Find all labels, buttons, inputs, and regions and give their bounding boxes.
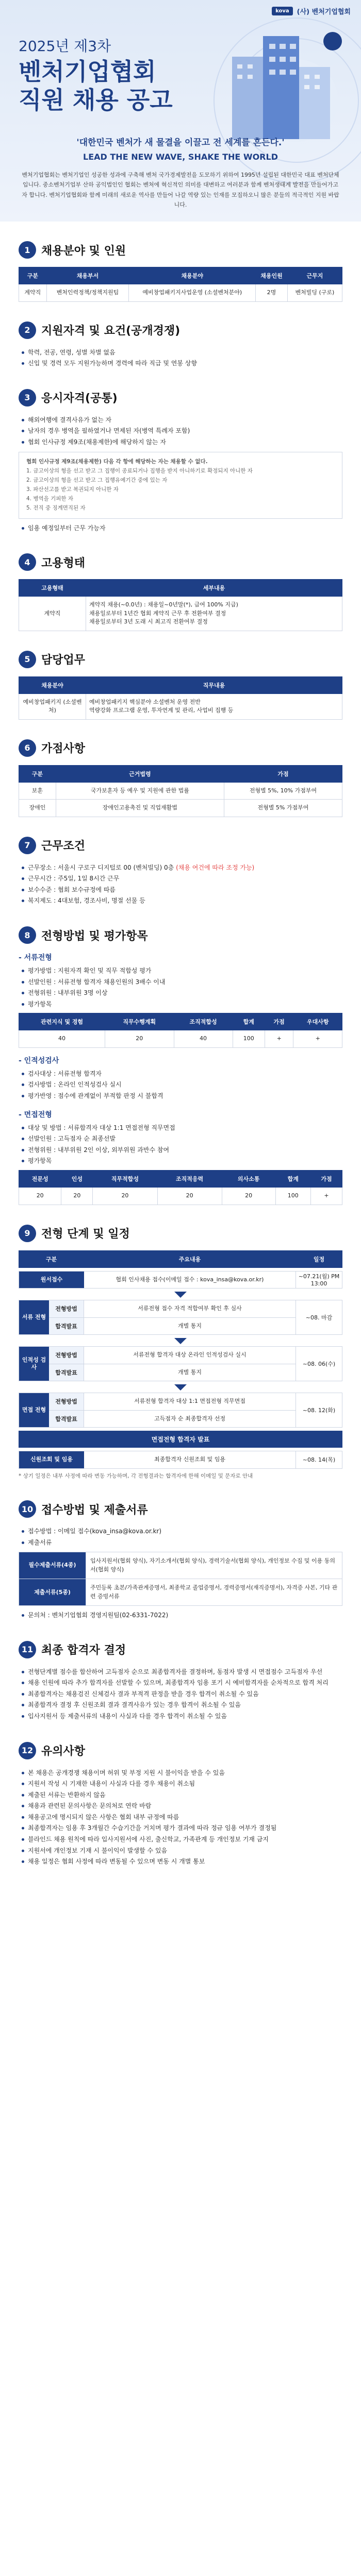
list-item: 채용공고에 명시되지 않은 사항은 협회 내부 규정에 따름 bbox=[22, 1812, 342, 1823]
list-item: 채용 인원에 따라 추가 합격자를 선발할 수 있으며, 최종합격자 임용 포기 시 예비합격자를 순차적으로 합격 처리 bbox=[22, 1677, 342, 1689]
detail-line: 역량강화 프로그램 운영, 투자연계 및 관리, 사업비 집행 등 bbox=[89, 707, 234, 714]
th: 구분 bbox=[19, 765, 56, 782]
th: 구분 bbox=[19, 267, 47, 284]
stage-step: 합격발표 bbox=[49, 1318, 84, 1335]
sub-heading: - 서류전형 bbox=[19, 954, 52, 962]
stage-date: ~07.21(월) PM 13:00 bbox=[296, 1272, 342, 1289]
cell bbox=[86, 597, 342, 631]
section-number: 1 bbox=[19, 241, 36, 259]
stage-body: 협회 인사채용 접수(이메일 접수 : kova_insa@kova.or.kr) bbox=[116, 1276, 264, 1283]
list-item: 검사대상 : 서류전형 합격자 bbox=[22, 1069, 342, 1080]
building-illustration-icon bbox=[211, 21, 351, 149]
stage-step: 전형방법 bbox=[49, 1347, 84, 1364]
section-title: 전형방법 및 평가항목 bbox=[41, 929, 148, 943]
stage-label: 서류 전형 bbox=[19, 1300, 49, 1334]
th: 가점 bbox=[310, 1171, 342, 1188]
list-item: 최종합격자 결정 후 신원조회 결과 결격사유가 있는 경우 합격이 취소될 수 있음 bbox=[22, 1700, 342, 1711]
list-item: 접수방법 : 이메일 접수(kova_insa@kova.or.kr) bbox=[22, 1526, 342, 1537]
detail-line: 예비창업패키지 핵심분야 소셜벤처 운영 전반 bbox=[89, 698, 201, 705]
cell: 보훈 bbox=[19, 782, 56, 800]
section-8 bbox=[0, 926, 361, 1205]
page-title bbox=[19, 58, 173, 114]
section-title: 접수방법 및 제출서류 bbox=[41, 1503, 148, 1517]
cell: 예비창업패키지 (소셜벤처) bbox=[19, 693, 86, 719]
list-item bbox=[22, 862, 342, 874]
th: 세부내용 bbox=[86, 580, 342, 597]
section-6 bbox=[0, 739, 361, 817]
stage-label: 신원조회 및 임용 bbox=[19, 1451, 84, 1468]
section-number: 3 bbox=[19, 389, 36, 406]
schedule-row bbox=[19, 1271, 342, 1289]
cell: 40 bbox=[174, 1030, 233, 1048]
section-number: 11 bbox=[19, 1641, 36, 1658]
list-item: 본 채용은 공개경쟁 채용이며 허위 및 부정 지원 시 불이익을 받을 수 있음 bbox=[22, 1768, 342, 1779]
stage-label: 면접 전형 bbox=[19, 1393, 49, 1427]
cell: 장애인고용촉진 및 직업재활법 bbox=[56, 800, 224, 817]
cell: 40 bbox=[19, 1030, 105, 1048]
cell: 전형별 5% 가점부여 bbox=[224, 800, 342, 817]
list-item: 선발인원 : 서류전형 합격자 채용인원의 3배수 이내 bbox=[22, 977, 342, 988]
logo-mark: kova bbox=[272, 7, 293, 15]
th: 채용분야 bbox=[19, 676, 86, 693]
recruit-table bbox=[19, 267, 342, 302]
cell: 예비창업패키지사업운영 (소셜벤처분야) bbox=[129, 284, 256, 302]
list-item: 입사지원서 등 제출서류의 내용이 사실과 다를 경우 합격이 취소될 수 있음 bbox=[22, 1711, 342, 1722]
list-item: 평가반영 : 점수에 관계없이 부적합 판정 시 불합격 bbox=[22, 1091, 342, 1102]
list-item: 채용과 관련된 문의사항은 문의처로 연락 바람 bbox=[22, 1801, 342, 1812]
list-item: 검사방법 : 온라인 인적성검사 실시 bbox=[22, 1079, 342, 1091]
cell: 20 bbox=[61, 1188, 93, 1205]
list-item: 제출된 서류는 반환하지 않음 bbox=[22, 1790, 342, 1801]
sub-heading: - 면접전형 bbox=[19, 1110, 52, 1119]
th: 일정 bbox=[296, 1250, 342, 1267]
list-item: 남자의 경우 병역을 필하였거나 면제된 자(병역 특례자 포함) bbox=[22, 426, 342, 437]
cell: 20 bbox=[105, 1030, 174, 1048]
list-item: 선발인원 : 고득점자 순 최종선발 bbox=[22, 1133, 342, 1145]
doc-key: 필수제출서류(4종) bbox=[19, 1552, 86, 1579]
note-line: 2. 금고이상의 형을 선고 받고 그 집행유예기간 중에 있는 자 bbox=[26, 477, 168, 484]
section-title: 담당업무 bbox=[41, 654, 86, 667]
list-item: 보수수준 : 협회 보수규정에 따름 bbox=[22, 885, 342, 896]
list-item: 최종합격자는 임용 후 3개월간 수습기간을 거치며 평가 결과에 따라 정규 임용 여부가 결정됨 bbox=[22, 1823, 342, 1834]
section-number: 9 bbox=[19, 1225, 36, 1242]
list-item: 근무시간 : 주5일, 1일 8시간 근무 bbox=[22, 873, 342, 885]
arrow-down-icon bbox=[174, 1384, 187, 1391]
note-box bbox=[19, 452, 342, 518]
table-row bbox=[19, 800, 342, 817]
cell: 계약직 bbox=[19, 284, 47, 302]
employment-table bbox=[19, 579, 342, 631]
th: 가점 bbox=[224, 765, 342, 782]
page-title-line1: 벤처기업협회 bbox=[19, 58, 156, 86]
cell: + bbox=[265, 1030, 293, 1048]
th: 직무적합성 bbox=[93, 1171, 157, 1188]
hero-year: 2025년 제3차 bbox=[19, 38, 111, 55]
list-item: 제출서류 bbox=[22, 1537, 342, 1549]
cell: 벤처인력정책/정책지원팀 bbox=[46, 284, 129, 302]
section-9 bbox=[0, 1225, 361, 1481]
stage-date: ~08. 14(목) bbox=[296, 1451, 342, 1468]
cell: 20 bbox=[19, 1188, 61, 1205]
arrow-down-icon bbox=[174, 1338, 187, 1344]
list-item: 전형단계별 점수를 합산하여 고득점자 순으로 최종합격자를 결정하며, 동점자 발생 시 면접점수 고득점자 우선 bbox=[22, 1667, 342, 1678]
page-title-line2: 직원 채용 공고 bbox=[19, 86, 173, 114]
section-12 bbox=[0, 1742, 361, 1868]
doc-score-table bbox=[19, 1013, 342, 1048]
th: 근거법령 bbox=[56, 765, 224, 782]
th: 직무수행계획 bbox=[105, 1013, 174, 1030]
list-item: 지원서 작성 시 기재한 내용이 사실과 다를 경우 채용이 취소됨 bbox=[22, 1778, 342, 1790]
list-item: 대상 및 방법 : 서류합격자 대상 1:1 면접전형 직무면접 bbox=[22, 1123, 342, 1134]
intro-text: 벤처기업협회는 벤처기업인 성공한 성과에 구축해 벤처 국가경제발전을 도모하기 위하여 1995년 설립된 대한민국 대표 벤처단체입니다. 중소벤처기업부 산하 공익법인인 협회는 벤처에 혁신적인 의미를 대변하고 여러분과 함께 벤처생태계 발전을 만들어가고자 합니다. 벤처기업협회와 함께 미래의 새로운 역사를 만들어 나갈 역량 있는 인재를 모집하오니 많은 분들의 적극적인 지원 바랍니다. bbox=[22, 172, 339, 208]
list-item: 복지제도 : 4대보험, 경조사비, 명절 선물 등 bbox=[22, 895, 342, 907]
schedule-row bbox=[19, 1451, 342, 1469]
stage-step: 합격발표 bbox=[49, 1364, 84, 1381]
th: 우대사항 bbox=[293, 1013, 342, 1030]
list-item: 채용 일정은 협회 사정에 따라 변동될 수 있으며 변동 시 개별 통보 bbox=[22, 1856, 342, 1868]
section-title: 지원자격 및 요건(공개경쟁) bbox=[41, 325, 180, 337]
stage-body: 서류전형 접수 자격 적합여부 확인 후 심사 bbox=[138, 1305, 242, 1312]
section-title: 채용분야 및 인원 bbox=[41, 244, 126, 258]
schedule-header bbox=[19, 1250, 342, 1268]
th: 합계 bbox=[275, 1171, 310, 1188]
th: 인성 bbox=[61, 1171, 93, 1188]
interview-score-table bbox=[19, 1170, 342, 1205]
cell: 계약직 bbox=[19, 597, 86, 631]
list-item: 문의처 : 벤처기업협회 경영지원팀(02-6331-7022) bbox=[22, 1610, 342, 1621]
section-11 bbox=[0, 1641, 361, 1722]
footer-spacer bbox=[0, 1868, 361, 1883]
list-item: 평가항목 bbox=[22, 1156, 342, 1167]
stage-date: ~08. 12(화) bbox=[296, 1393, 342, 1427]
stage-body: 개별 통지 bbox=[177, 1368, 202, 1376]
th: 의사소통 bbox=[222, 1171, 275, 1188]
section-title: 전형 단계 및 일정 bbox=[41, 1228, 130, 1241]
table-row bbox=[19, 284, 342, 302]
list-item: 해외여행에 결격사유가 없는 자 bbox=[22, 415, 342, 426]
doc-value: 주민등록 초본/가족관계증명서, 최종학교 졸업증명서, 경력증명서(재직증명서), 자격증 사본, 기타 관련 증빙서류 bbox=[86, 1579, 342, 1605]
duty-table bbox=[19, 676, 342, 720]
note-line: 5. 전직 중 징계면직된 자 bbox=[26, 504, 86, 511]
section-2 bbox=[0, 321, 361, 369]
list-item: 전형위원 : 내부위원 2인 이상, 외부위원 과반수 참여 bbox=[22, 1145, 342, 1156]
note-line: 4. 병역을 기피한 자 bbox=[26, 495, 74, 502]
section-title: 가점사항 bbox=[41, 742, 86, 756]
section-number: 12 bbox=[19, 1742, 36, 1759]
documents-table bbox=[19, 1552, 342, 1606]
section-3 bbox=[0, 389, 361, 534]
cell: + bbox=[293, 1030, 342, 1048]
section-title: 응시자격(공통) bbox=[41, 392, 118, 405]
section-number: 2 bbox=[19, 321, 36, 339]
sub-heading: - 인적성검사 bbox=[19, 1056, 59, 1065]
detail-line: 채용일로부터 3년 도래 시 최고직 전환여부 결정 bbox=[89, 618, 208, 625]
list-item: 학력, 전공, 연령, 성별 차별 없음 bbox=[22, 347, 342, 359]
announcement-banner: 면접전형 합격자 발표 bbox=[19, 1431, 342, 1448]
th: 채용분야 bbox=[129, 267, 256, 284]
cell: 20 bbox=[222, 1188, 275, 1205]
schedule-row bbox=[19, 1346, 342, 1381]
logo bbox=[272, 6, 351, 16]
stage-body: 서류전형 합격자 대상 1:1 면접전형 직무면접 bbox=[134, 1398, 245, 1405]
cell: + bbox=[310, 1188, 342, 1205]
list-item: 신입 및 경력 모두 지원가능하며 경력에 따라 직급 및 연봉 상향 bbox=[22, 358, 342, 369]
th: 합계 bbox=[233, 1013, 265, 1030]
arrow-down-icon bbox=[174, 1292, 187, 1298]
stage-date: ~08. 06(수) bbox=[296, 1347, 342, 1381]
stage-label: 원서접수 bbox=[19, 1272, 84, 1289]
detail-line: 계약직 채용(~0.0년) : 채용일~0년말(*), 급여 100% 지급) bbox=[89, 601, 238, 608]
stage-date: ~08. 마감 bbox=[296, 1300, 342, 1334]
section-number: 4 bbox=[19, 553, 36, 571]
th: 직무내용 bbox=[86, 676, 342, 693]
list-item: 평가항목 bbox=[22, 999, 342, 1010]
cell: 벤처빌딩 (구로) bbox=[287, 284, 342, 302]
bonus-table bbox=[19, 765, 342, 817]
th: 조직적응력 bbox=[157, 1171, 222, 1188]
list-item: 평가방법 : 지원자격 확인 및 직무 적합성 평가 bbox=[22, 965, 342, 977]
th: 고용형태 bbox=[19, 580, 86, 597]
table-row bbox=[19, 782, 342, 800]
schedule-note: * 상기 일정은 내부 사정에 따라 변동 가능하며, 각 전형결과는 합격자에 한해 이메일 및 문자로 안내 bbox=[19, 1472, 253, 1479]
cell: 장애인 bbox=[19, 800, 56, 817]
list-item: 지원서에 개인정보 기재 시 불이익이 발생할 수 있음 bbox=[22, 1845, 342, 1857]
stage-body: 개별 통지 bbox=[177, 1322, 202, 1329]
stage-step: 합격발표 bbox=[49, 1411, 84, 1428]
section-7 bbox=[0, 837, 361, 907]
th: 조직적합성 bbox=[174, 1013, 233, 1030]
doc-key: 제출서류(5종) bbox=[19, 1579, 86, 1605]
section-title: 유의사항 bbox=[41, 1745, 86, 1758]
detail-line: 채용일로부터 1년간 협회 계약직 근무 후 전환여부 결정 bbox=[89, 609, 226, 617]
stage-step: 전형방법 bbox=[49, 1300, 84, 1317]
logo-text: (사) 벤처기업협회 bbox=[297, 8, 351, 16]
section-number: 5 bbox=[19, 651, 36, 668]
cell: 100 bbox=[275, 1188, 310, 1205]
cell: 100 bbox=[233, 1030, 265, 1048]
section-number: 8 bbox=[19, 926, 36, 944]
slogan-ko: '대한민국 벤처가 새 물결을 이끌고 전 세계를 흔든다.' bbox=[76, 138, 285, 148]
section-title: 근무조건 bbox=[41, 840, 86, 853]
section-number: 7 bbox=[19, 837, 36, 854]
cell: 20 bbox=[93, 1188, 157, 1205]
cell: 20 bbox=[157, 1188, 222, 1205]
th: 채용인원 bbox=[256, 267, 288, 284]
section-10 bbox=[0, 1500, 361, 1621]
schedule-row bbox=[19, 1300, 342, 1335]
slogan-en: LEAD THE NEW WAVE, SHAKE THE WORLD bbox=[83, 152, 278, 162]
th: 관련지식 및 경험 bbox=[19, 1013, 105, 1030]
th: 근무지 bbox=[287, 267, 342, 284]
cell: 2명 bbox=[256, 284, 288, 302]
stage-body: 고득점자 순 최종합격자 선정 bbox=[154, 1415, 225, 1422]
red-note: (채용 여건에 따라 조정 가능) bbox=[176, 863, 255, 871]
list-item: 최종합격자는 채용검진 신체검사 결과 부적격 판정을 받을 경우 합격이 취소될 수 있음 bbox=[22, 1689, 342, 1700]
section-number: 6 bbox=[19, 739, 36, 757]
note-line: 1. 금고이상의 형을 선고 받고 그 집행이 종료되거나 집행을 받지 아니하기로 확정되지 아니한 자 bbox=[26, 468, 253, 474]
th: 가점 bbox=[265, 1013, 293, 1030]
cell: 국가보훈자 등 예우 및 지원에 관한 법률 bbox=[56, 782, 224, 800]
section-1 bbox=[0, 241, 361, 302]
stage-body: 최종합격자 신원조회 및 임용 bbox=[154, 1456, 225, 1463]
th: 주요내용 bbox=[84, 1250, 296, 1267]
note-title: 협회 인사규정 제9조(채용제한) 다음 각 항에 해당하는 자는 채용할 수 없다. bbox=[26, 459, 208, 465]
cell: 전형별 5%, 10% 가점부여 bbox=[224, 782, 342, 800]
list-item: 블라인드 채용 원칙에 따라 입사지원서에 사진, 출신학교, 가족관계 등 개인정보 기재 금지 bbox=[22, 1834, 342, 1845]
th: 전문성 bbox=[19, 1171, 61, 1188]
cell bbox=[86, 693, 342, 719]
section-5 bbox=[0, 651, 361, 720]
list-item: 임용 예정일부터 근무 가능자 bbox=[22, 523, 342, 534]
th: 구분 bbox=[19, 1250, 84, 1267]
section-title: 최종 합격자 결정 bbox=[41, 1644, 126, 1657]
list-item-text: 근무장소 : 서울시 구로구 디지털로 00 (벤처빌딩) 0층 bbox=[28, 863, 174, 871]
hero bbox=[0, 0, 361, 222]
section-4 bbox=[0, 553, 361, 631]
stage-step: 전형방법 bbox=[49, 1393, 84, 1410]
th: 채용부서 bbox=[46, 267, 129, 284]
list-item: 전형위원 : 내부위원 3명 이상 bbox=[22, 988, 342, 999]
stage-body: 서류전형 합격자 대상 온라인 인적성검사 실시 bbox=[133, 1351, 247, 1359]
section-number: 10 bbox=[19, 1500, 36, 1518]
section-title: 고용형태 bbox=[41, 556, 86, 570]
note-line: 3. 파산선고를 받고 복권되지 아니한 자 bbox=[26, 486, 119, 493]
slogan bbox=[0, 135, 361, 162]
schedule-row bbox=[19, 1393, 342, 1428]
list-item: 협회 인사규정 제9조(채용제한)에 해당하지 않는 자 bbox=[22, 437, 342, 448]
doc-value: 입사지원서(협회 양식), 자기소개서(협회 양식), 경력기술서(협회 양식), 개인정보 수집 및 이용 동의서(협회 양식) bbox=[86, 1552, 342, 1579]
stage-label: 인적성 검사 bbox=[19, 1347, 49, 1381]
